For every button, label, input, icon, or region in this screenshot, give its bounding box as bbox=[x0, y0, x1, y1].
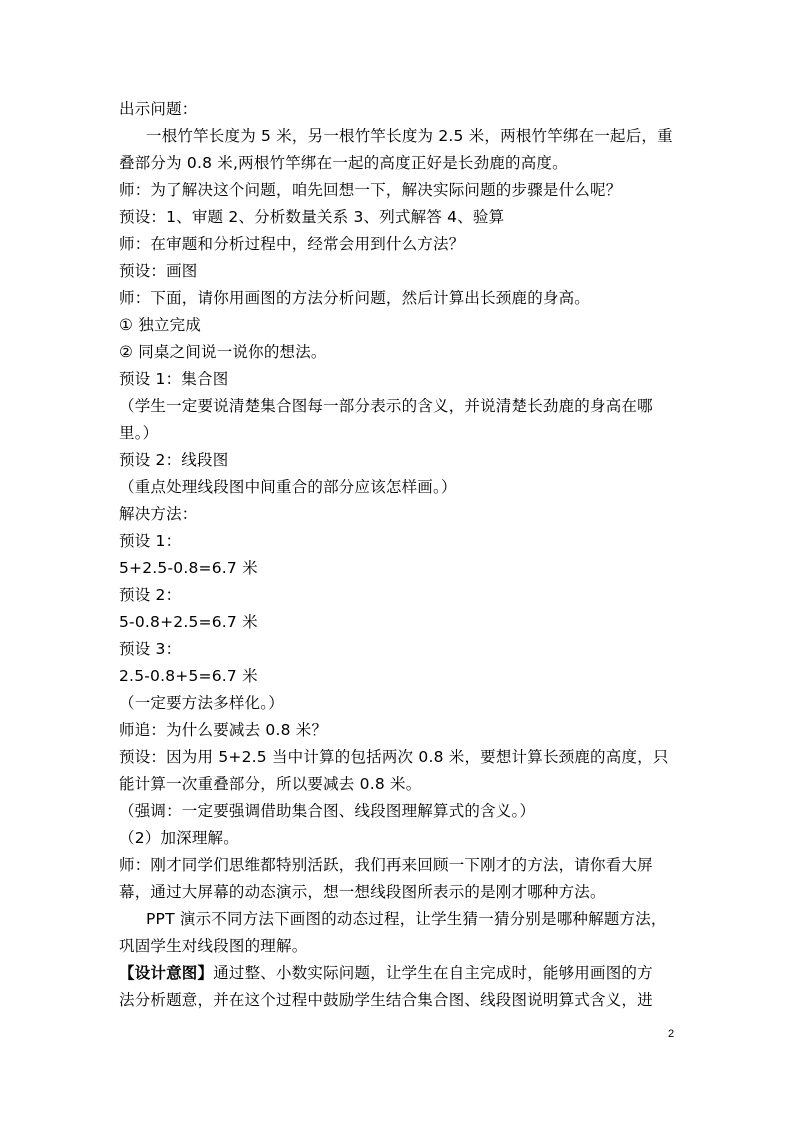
text-line: 出示问题： bbox=[119, 100, 198, 118]
document-body bbox=[119, 96, 679, 1014]
text-line: ② 同桌之间说一说你的想法。 bbox=[119, 343, 327, 361]
text-line: 幕，通过大屏幕的动态演示，想一想线段图所表示的是刚才哪种方法。 bbox=[119, 883, 606, 901]
text-line: 2.5-0.8+5=6.7 米 bbox=[119, 667, 258, 685]
text-line: （强调：一定要强调借助集合图、线段图理解算式的含义。） bbox=[119, 802, 536, 820]
text-line: 预设 3： bbox=[119, 640, 182, 658]
text-line: 师：刚才同学们思维都特别活跃，我们再来回顾一下刚才的方法，请你看大屏 bbox=[119, 856, 653, 874]
text-line: 师：在审题和分析过程中，经常会用到什么方法？ bbox=[119, 235, 465, 253]
text-line: 预设 1：集合图 bbox=[119, 370, 229, 388]
text-line: 5-0.8+2.5=6.7 米 bbox=[119, 613, 258, 631]
text-line: 师追：为什么要减去 0.8 米？ bbox=[119, 721, 328, 739]
text-line: PPT 演示不同方法下画图的动态过程，让学生猜一猜分别是哪种解题方法， bbox=[146, 910, 667, 928]
design-intent-label: 【设计意图】 bbox=[119, 964, 214, 982]
text-line: 预设：1、审题 2、分析数量关系 3、列式解答 4、验算 bbox=[119, 208, 505, 226]
text-line: 预设 2：线段图 bbox=[119, 451, 229, 469]
text-line: （学生一定要说清楚集合图每一部分表示的含义，并说清楚长劲鹿的身高在哪 bbox=[119, 397, 653, 415]
design-intent-line bbox=[119, 960, 679, 987]
text-line: 叠部分为 0.8 米,两根竹竿绑在一起的高度正好是长劲鹿的高度。 bbox=[119, 154, 568, 172]
text-line: 预设 2： bbox=[119, 586, 182, 604]
text-line: ① 独立完成 bbox=[119, 316, 202, 334]
text-line: 师：为了解决这个问题，咱先回想一下，解决实际问题的步骤是什么呢？ bbox=[119, 181, 622, 199]
design-intent-text: 通过整、小数实际问题，让学生在自主完成时，能够用画图的方 bbox=[213, 964, 653, 982]
text-line: 5+2.5-0.8=6.7 米 bbox=[119, 559, 258, 577]
text-line: 解决方法： bbox=[119, 505, 198, 523]
text-line: 预设 1： bbox=[119, 532, 182, 550]
text-line: 师：下面，请你用画图的方法分析问题，然后计算出长颈鹿的身高。 bbox=[119, 289, 591, 307]
page-number: 2 bbox=[668, 1028, 675, 1040]
text-line: 预设：因为用 5+2.5 当中计算的包括两次 0.8 米，要想计算长颈鹿的高度，只 bbox=[119, 748, 669, 766]
text-line: 一根竹竿长度为 5 米，另一根竹竿长度为 2.5 米，两根竹竿绑在一起后，重 bbox=[146, 127, 673, 145]
design-intent-line: 法分析题意，并在这个过程中鼓励学生结合集合图、线段图说明算式含义，进 bbox=[119, 991, 653, 1009]
text-line: （重点处理线段图中间重合的部分应该怎样画。） bbox=[119, 478, 457, 496]
text-line: （2）加深理解。 bbox=[119, 829, 239, 847]
text-line: 巩固学生对线段图的理解。 bbox=[119, 937, 308, 955]
text-line: 能计算一次重叠部分，所以要减去 0.8 米。 bbox=[119, 775, 422, 793]
text-line: （一定要方法多样化。） bbox=[119, 694, 284, 712]
text-line: 预设：画图 bbox=[119, 262, 198, 280]
text-line: 里。） bbox=[119, 424, 159, 442]
